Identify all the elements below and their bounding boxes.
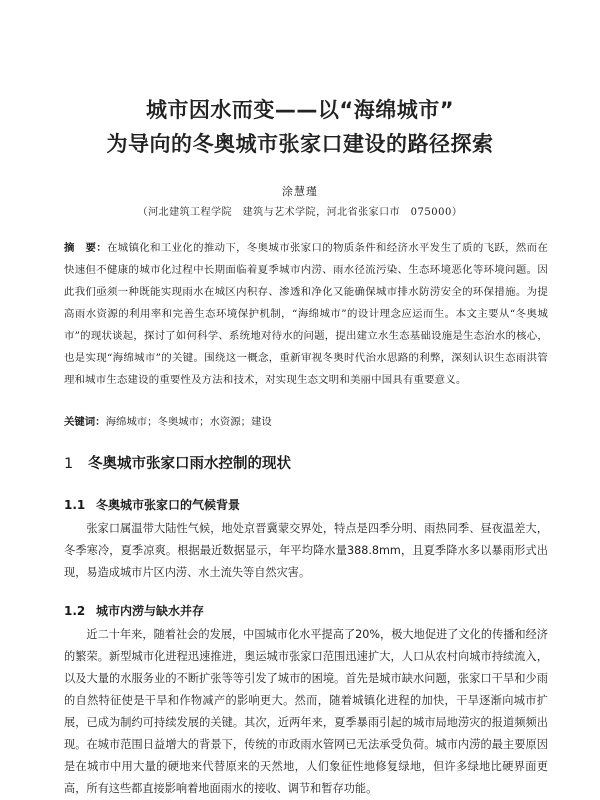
- section-1-heading: [64, 452, 291, 473]
- title-line-2: 为导向的冬奥城市张家口建设的路径探索: [106, 132, 494, 156]
- abstract: [64, 237, 548, 391]
- section-1-title: 冬奥城市张家口雨水控制的现状: [88, 456, 291, 472]
- subsection-1-2-title: 城市内涝与缺水并存: [96, 604, 205, 618]
- subsection-1-2-paragraph: 近二十年来，随着社会的发展，中国城市化水平提高了20%，极大地促进了文化的传播和经济的繁荣。新型城市化进程迅速推进，奥运城市张家口范围迅速扩大，人口从农村向城市持续流入，以及大量的水服务业的不断扩张等等引发了城市的困境。首先是城市缺水问题，张家口干旱和少雨的自然特征使是干旱和作物减产的影响更大。然而，随着城镇化进程的加快，干旱逐渐向城市扩展，已成为制约可持续发展的关键。其次，近两年来，夏季暴雨引起的城市局地涝灾的报道频频出现。在城市范围日益增大的背景下，传统的市政雨水管网已无法承受负荷。城市内涝的最主要原因是在城市中用大量的硬地来代替原来的天然地，人们象征性地修复绿地，但许多绿地比硬界面更高，所有这些都直接影响着地面雨水的接收、调节和暂存功能。: [64, 628, 548, 795]
- subsection-1-1-title: 冬奥城市张家口的气候背景: [96, 498, 241, 512]
- affiliation: （河北建筑工程学院 建筑与艺术学院，河北省张家口市 075000）: [137, 207, 463, 218]
- author: 涂慧瑾: [282, 185, 318, 198]
- keywords-label: 关键词：: [64, 416, 106, 428]
- keywords-text: 海绵城市；冬奥城市；水资源；建设: [105, 416, 272, 428]
- subsection-1-1-heading: [64, 496, 240, 513]
- abstract-text: 在城镇化和工业化的推动下，冬奥城市张家口的物质条件和经济水平发生了质的飞跃，然而在快速但不健康的城市化过程中长期面临着夏季城市内涝、雨水径流污染、生态环境恶化等环境问题。因此我们亟须一种既能实现雨水在城区内积存、渗透和净化又能确保城市排水防涝安全的环保措施。为提高雨水资源的利用率和完善生态环境保护机制，“海绵城市”的设计理念应运而生。本文主要从“冬奥城市”的现状谈起，探讨了如何科学、系统地对待水的问题，提出建立水生态基础设施是生态治水的核心，也是实现“海绵城市”的关键。围绕这一概念，重新审视冬奥时代治水思路的利弊，深刻认识生态雨洪管理和城市生态建设的重要性及方法和技术，对实现生态文明和美丽中国具有重要意义。: [64, 242, 548, 386]
- subsection-1-2-number: 1.2: [64, 604, 86, 618]
- subsection-1-2-heading: [64, 602, 204, 619]
- subsection-1-1-number: 1.1: [64, 498, 86, 512]
- keywords: [64, 412, 548, 432]
- section-1-number: 1: [64, 456, 74, 472]
- subsection-1-1-paragraph: 张家口属温带大陆性气候，地处京晋冀蒙交界处，特点是四季分明、雨热同季、昼夜温差大，冬季寒冷，夏季凉爽。根据最近数据显示，年平均降水量388.8mm，且夏季降水多以暴雨形式出现，易造成城市片区内涝、水土流失等自然灾害。: [64, 522, 548, 579]
- title-line-1: 城市因水而变——以“海绵城市”: [145, 98, 455, 122]
- abstract-label: 摘 要：: [64, 242, 108, 254]
